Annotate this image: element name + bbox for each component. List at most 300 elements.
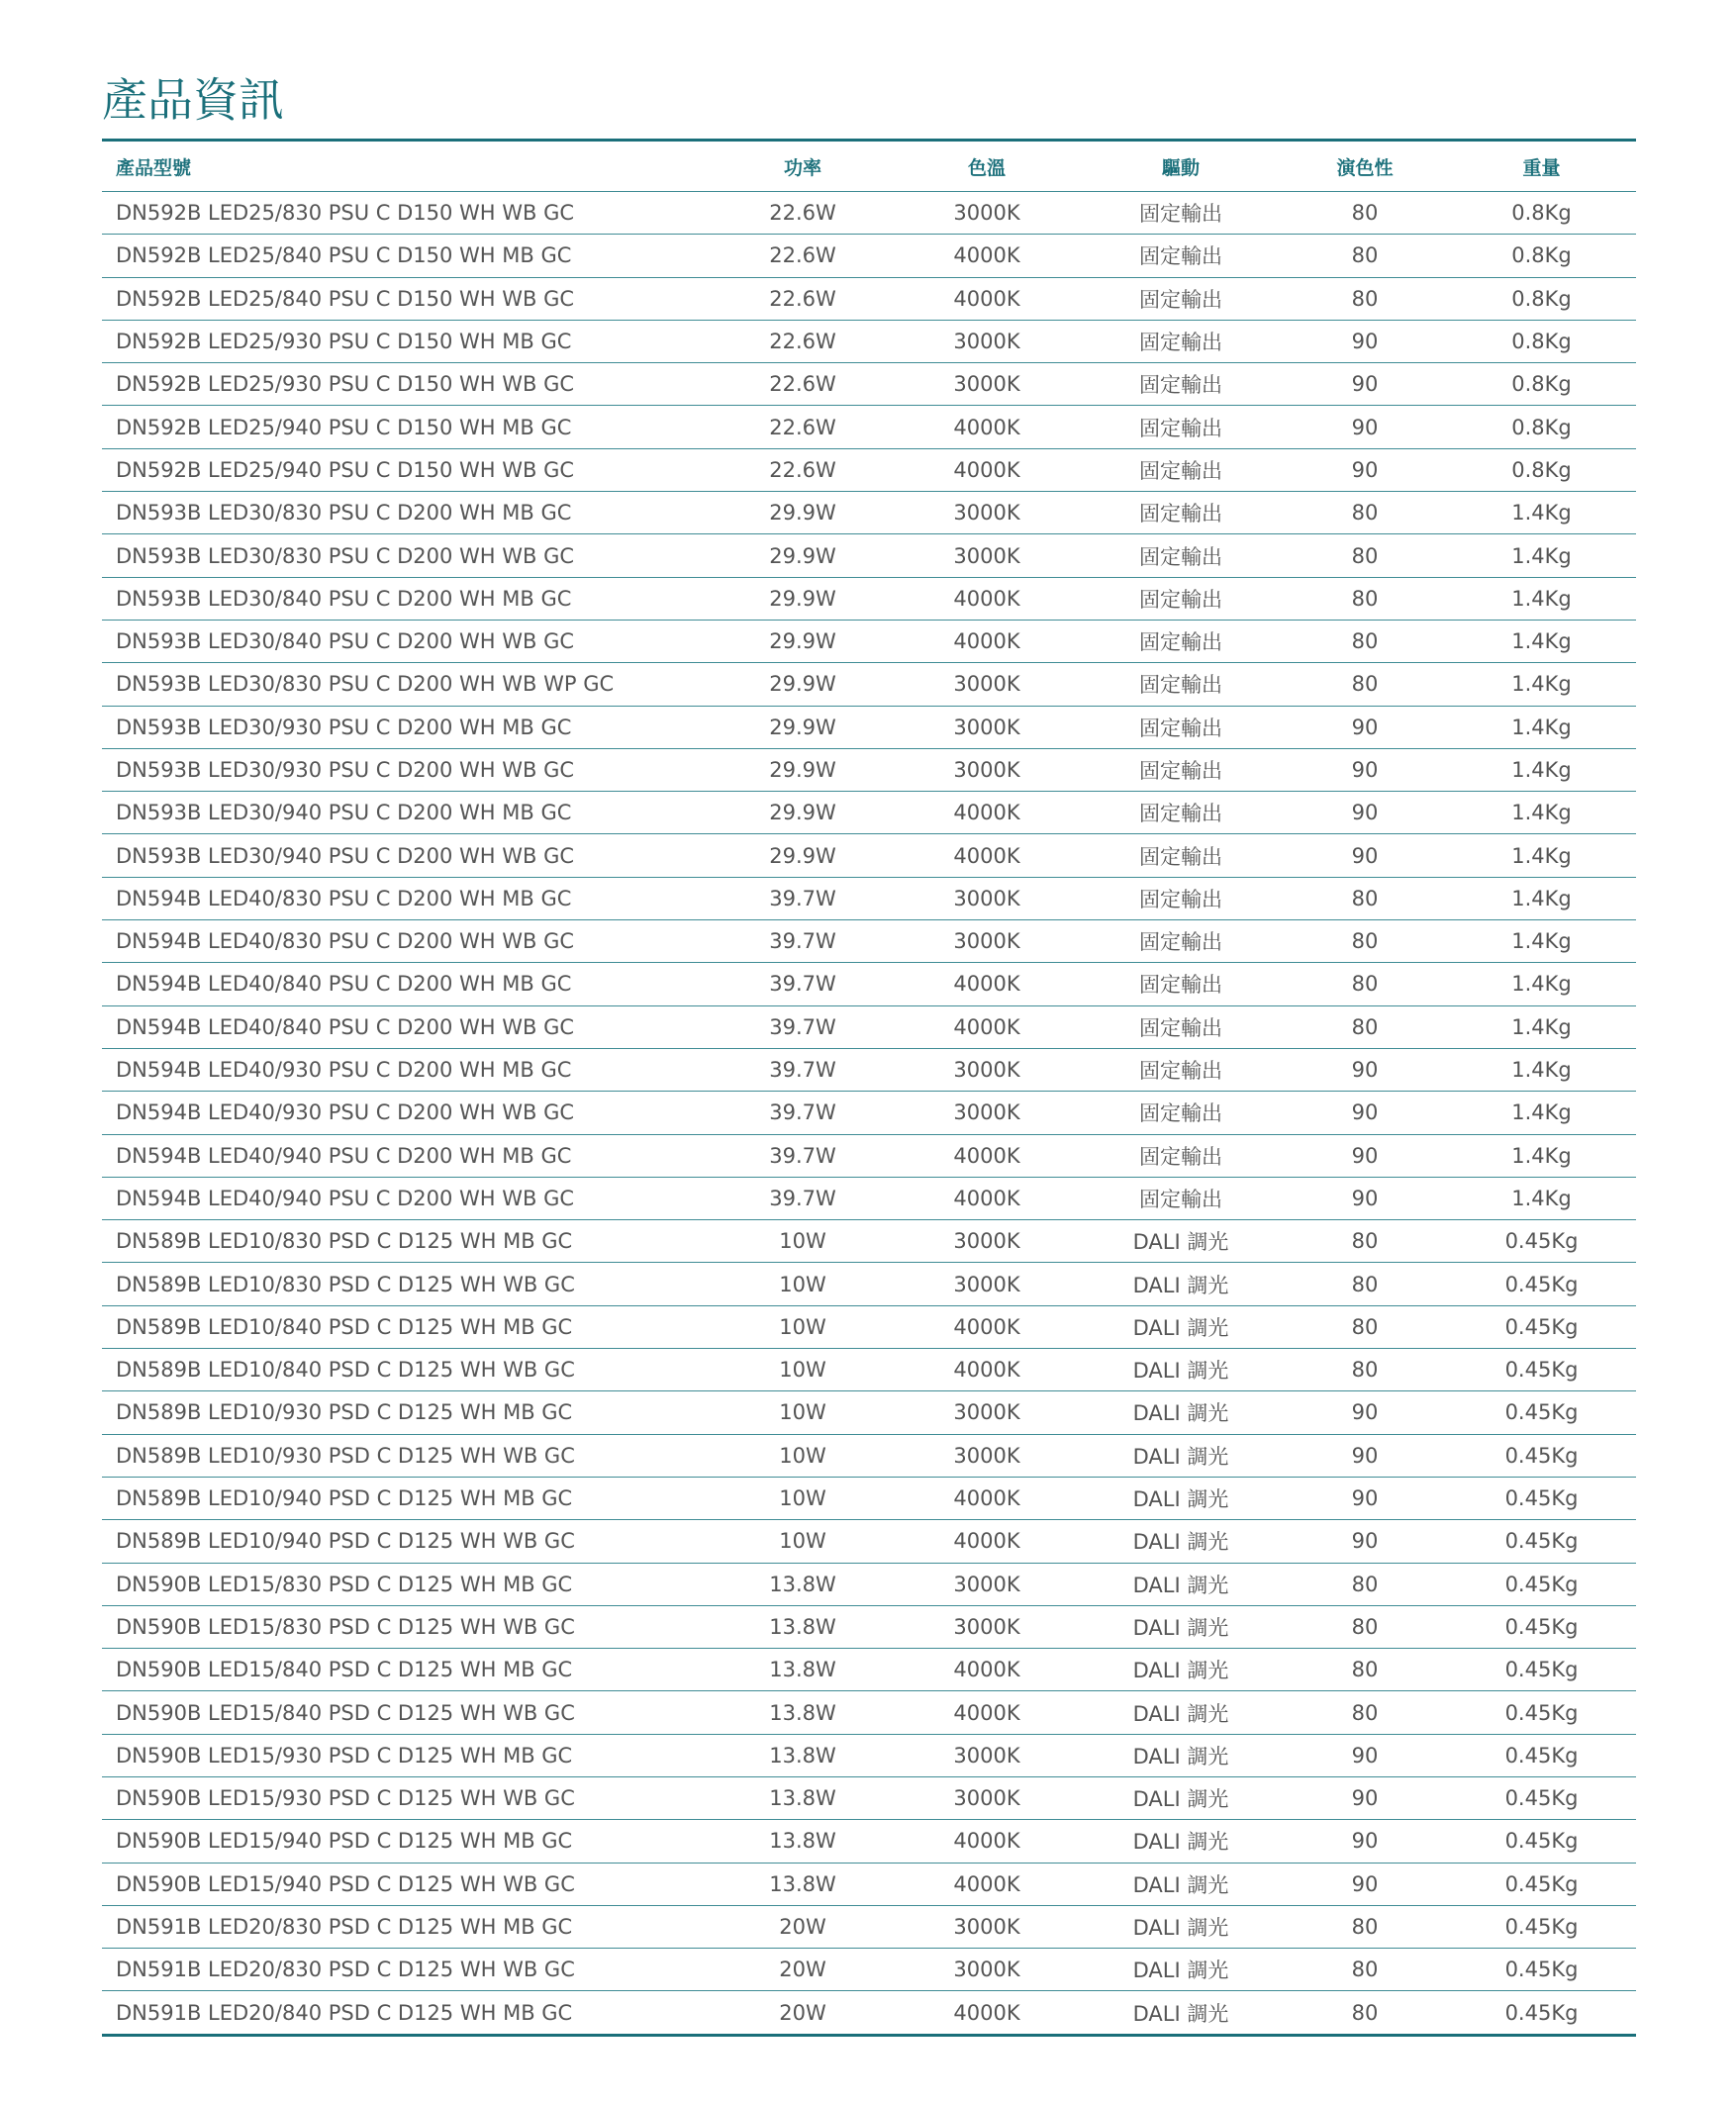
driver-cell: DALI 調光 bbox=[1079, 1563, 1283, 1605]
table-row bbox=[102, 277, 1636, 320]
weight-cell: 0.8Kg bbox=[1447, 235, 1636, 277]
power-cell: 22.6W bbox=[711, 277, 895, 320]
cri-cell: 80 bbox=[1283, 235, 1447, 277]
model-cell: DN589B LED10/840 PSD C D125 WH WB GC bbox=[102, 1349, 711, 1391]
color-temperature-cell: 3000K bbox=[895, 1776, 1079, 1819]
power-cell: 39.7W bbox=[711, 1005, 895, 1048]
weight-cell: 0.45Kg bbox=[1447, 1905, 1636, 1948]
power-cell: 39.7W bbox=[711, 1177, 895, 1219]
table-row bbox=[102, 706, 1636, 748]
weight-cell: 1.4Kg bbox=[1447, 1048, 1636, 1091]
weight-cell: 0.8Kg bbox=[1447, 448, 1636, 491]
driver-cell: 固定輸出 bbox=[1079, 492, 1283, 534]
power-cell: 20W bbox=[711, 1905, 895, 1948]
header-model: 產品型號 bbox=[102, 141, 711, 192]
color-temperature-cell: 3000K bbox=[895, 320, 1079, 362]
table-row bbox=[102, 663, 1636, 706]
driver-cell: 固定輸出 bbox=[1079, 1177, 1283, 1219]
power-cell: 39.7W bbox=[711, 963, 895, 1005]
power-cell: 13.8W bbox=[711, 1691, 895, 1734]
color-temperature-cell: 4000K bbox=[895, 1863, 1079, 1905]
weight-cell: 0.45Kg bbox=[1447, 1691, 1636, 1734]
driver-cell: DALI 調光 bbox=[1079, 1605, 1283, 1648]
driver-cell: 固定輸出 bbox=[1079, 1048, 1283, 1091]
cri-cell: 80 bbox=[1283, 1691, 1447, 1734]
weight-cell: 1.4Kg bbox=[1447, 534, 1636, 577]
driver-cell: 固定輸出 bbox=[1079, 792, 1283, 834]
driver-cell: DALI 調光 bbox=[1079, 1305, 1283, 1348]
cri-cell: 80 bbox=[1283, 1263, 1447, 1305]
table-row bbox=[102, 1005, 1636, 1048]
table-row bbox=[102, 1949, 1636, 1991]
weight-cell: 1.4Kg bbox=[1447, 1177, 1636, 1219]
driver-cell: DALI 調光 bbox=[1079, 1349, 1283, 1391]
weight-cell: 0.45Kg bbox=[1447, 1563, 1636, 1605]
cri-cell: 80 bbox=[1283, 1349, 1447, 1391]
cri-cell: 90 bbox=[1283, 1820, 1447, 1863]
model-cell: DN590B LED15/840 PSD C D125 WH MB GC bbox=[102, 1649, 711, 1691]
cri-cell: 80 bbox=[1283, 277, 1447, 320]
table-row bbox=[102, 1305, 1636, 1348]
power-cell: 22.6W bbox=[711, 363, 895, 406]
color-temperature-cell: 3000K bbox=[895, 663, 1079, 706]
model-cell: DN594B LED40/840 PSU C D200 WH MB GC bbox=[102, 963, 711, 1005]
power-cell: 29.9W bbox=[711, 577, 895, 620]
driver-cell: DALI 調光 bbox=[1079, 1649, 1283, 1691]
header-driver: 驅動 bbox=[1079, 141, 1283, 192]
weight-cell: 0.45Kg bbox=[1447, 1776, 1636, 1819]
weight-cell: 1.4Kg bbox=[1447, 877, 1636, 919]
model-cell: DN593B LED30/830 PSU C D200 WH WB WP GC bbox=[102, 663, 711, 706]
table-row bbox=[102, 1520, 1636, 1563]
color-temperature-cell: 3000K bbox=[895, 192, 1079, 235]
model-cell: DN594B LED40/830 PSU C D200 WH WB GC bbox=[102, 920, 711, 963]
power-cell: 29.9W bbox=[711, 748, 895, 791]
power-cell: 22.6W bbox=[711, 235, 895, 277]
weight-cell: 1.4Kg bbox=[1447, 1092, 1636, 1134]
model-cell: DN592B LED25/840 PSU C D150 WH WB GC bbox=[102, 277, 711, 320]
table-row bbox=[102, 1563, 1636, 1605]
driver-cell: DALI 調光 bbox=[1079, 1520, 1283, 1563]
color-temperature-cell: 3000K bbox=[895, 1048, 1079, 1091]
model-cell: DN589B LED10/930 PSD C D125 WH WB GC bbox=[102, 1434, 711, 1477]
weight-cell: 0.45Kg bbox=[1447, 1220, 1636, 1263]
power-cell: 10W bbox=[711, 1305, 895, 1348]
power-cell: 20W bbox=[711, 1949, 895, 1991]
table-row bbox=[102, 1905, 1636, 1948]
driver-cell: DALI 調光 bbox=[1079, 1820, 1283, 1863]
model-cell: DN592B LED25/840 PSU C D150 WH MB GC bbox=[102, 235, 711, 277]
table-row bbox=[102, 1605, 1636, 1648]
color-temperature-cell: 4000K bbox=[895, 277, 1079, 320]
table-row bbox=[102, 235, 1636, 277]
table-row bbox=[102, 1177, 1636, 1219]
cri-cell: 80 bbox=[1283, 877, 1447, 919]
table-row bbox=[102, 834, 1636, 877]
driver-cell: DALI 調光 bbox=[1079, 1905, 1283, 1948]
table-row bbox=[102, 1991, 1636, 2035]
power-cell: 29.9W bbox=[711, 620, 895, 662]
table-row bbox=[102, 620, 1636, 662]
driver-cell: DALI 調光 bbox=[1079, 1863, 1283, 1905]
power-cell: 10W bbox=[711, 1434, 895, 1477]
power-cell: 13.8W bbox=[711, 1563, 895, 1605]
color-temperature-cell: 3000K bbox=[895, 920, 1079, 963]
cri-cell: 90 bbox=[1283, 1477, 1447, 1519]
cri-cell: 90 bbox=[1283, 320, 1447, 362]
weight-cell: 0.45Kg bbox=[1447, 1520, 1636, 1563]
driver-cell: 固定輸出 bbox=[1079, 663, 1283, 706]
color-temperature-cell: 4000K bbox=[895, 620, 1079, 662]
driver-cell: DALI 調光 bbox=[1079, 1263, 1283, 1305]
table-row bbox=[102, 1776, 1636, 1819]
table-row bbox=[102, 1263, 1636, 1305]
model-cell: DN590B LED15/830 PSD C D125 WH MB GC bbox=[102, 1563, 711, 1605]
cri-cell: 90 bbox=[1283, 1177, 1447, 1219]
weight-cell: 0.45Kg bbox=[1447, 1305, 1636, 1348]
cri-cell: 90 bbox=[1283, 1092, 1447, 1134]
model-cell: DN593B LED30/930 PSU C D200 WH MB GC bbox=[102, 706, 711, 748]
power-cell: 29.9W bbox=[711, 792, 895, 834]
driver-cell: 固定輸出 bbox=[1079, 748, 1283, 791]
power-cell: 13.8W bbox=[711, 1820, 895, 1863]
power-cell: 13.8W bbox=[711, 1649, 895, 1691]
weight-cell: 0.45Kg bbox=[1447, 1949, 1636, 1991]
driver-cell: 固定輸出 bbox=[1079, 1134, 1283, 1177]
weight-cell: 0.45Kg bbox=[1447, 1391, 1636, 1434]
driver-cell: DALI 調光 bbox=[1079, 1734, 1283, 1776]
table-row bbox=[102, 534, 1636, 577]
driver-cell: 固定輸出 bbox=[1079, 834, 1283, 877]
cri-cell: 80 bbox=[1283, 1905, 1447, 1948]
weight-cell: 1.4Kg bbox=[1447, 1134, 1636, 1177]
power-cell: 29.9W bbox=[711, 534, 895, 577]
color-temperature-cell: 4000K bbox=[895, 1134, 1079, 1177]
table-row bbox=[102, 577, 1636, 620]
table-row bbox=[102, 1649, 1636, 1691]
color-temperature-cell: 4000K bbox=[895, 577, 1079, 620]
color-temperature-cell: 4000K bbox=[895, 963, 1079, 1005]
weight-cell: 0.8Kg bbox=[1447, 192, 1636, 235]
model-cell: DN592B LED25/930 PSU C D150 WH MB GC bbox=[102, 320, 711, 362]
cri-cell: 80 bbox=[1283, 1220, 1447, 1263]
model-cell: DN593B LED30/840 PSU C D200 WH MB GC bbox=[102, 577, 711, 620]
weight-cell: 1.4Kg bbox=[1447, 920, 1636, 963]
table-row bbox=[102, 1734, 1636, 1776]
cri-cell: 90 bbox=[1283, 706, 1447, 748]
cri-cell: 80 bbox=[1283, 963, 1447, 1005]
weight-cell: 0.45Kg bbox=[1447, 1605, 1636, 1648]
driver-cell: DALI 調光 bbox=[1132, 2001, 1229, 2026]
model-cell: DN589B LED10/830 PSD C D125 WH MB GC bbox=[102, 1220, 711, 1263]
model-cell: DN592B LED25/940 PSU C D150 WH WB GC bbox=[102, 448, 711, 491]
color-temperature-cell: 4000K bbox=[895, 1477, 1079, 1519]
cri-cell: 80 bbox=[1283, 1305, 1447, 1348]
table-row bbox=[102, 448, 1636, 491]
power-cell: 29.9W bbox=[711, 663, 895, 706]
color-temperature-cell: 4000K bbox=[895, 406, 1079, 448]
cri-cell: 90 bbox=[1283, 1134, 1447, 1177]
color-temperature-cell: 4000K bbox=[895, 235, 1079, 277]
product-spec-table bbox=[102, 139, 1636, 2037]
color-temperature-cell: 4000K bbox=[895, 448, 1079, 491]
model-cell: DN589B LED10/940 PSD C D125 WH MB GC bbox=[102, 1477, 711, 1519]
cri-cell: 80 bbox=[1351, 2000, 1379, 2025]
model-cell: DN590B LED15/930 PSD C D125 WH WB GC bbox=[102, 1776, 711, 1819]
cri-cell: 80 bbox=[1283, 663, 1447, 706]
table-row bbox=[102, 1092, 1636, 1134]
model-cell: DN593B LED30/930 PSU C D200 WH WB GC bbox=[102, 748, 711, 791]
power-cell: 22.6W bbox=[711, 406, 895, 448]
color-temperature-cell: 3000K bbox=[895, 1434, 1079, 1477]
color-temperature-cell: 3000K bbox=[895, 877, 1079, 919]
power-cell: 10W bbox=[711, 1391, 895, 1434]
model-cell: DN594B LED40/830 PSU C D200 WH MB GC bbox=[102, 877, 711, 919]
cri-cell: 90 bbox=[1283, 1434, 1447, 1477]
cri-cell: 90 bbox=[1283, 748, 1447, 791]
driver-cell: 固定輸出 bbox=[1079, 534, 1283, 577]
model-cell: DN594B LED40/930 PSU C D200 WH MB GC bbox=[102, 1048, 711, 1091]
model-cell: DN594B LED40/840 PSU C D200 WH WB GC bbox=[102, 1005, 711, 1048]
header-weight: 重量 bbox=[1447, 141, 1636, 192]
power-cell: 39.7W bbox=[711, 1048, 895, 1091]
driver-cell: 固定輸出 bbox=[1079, 706, 1283, 748]
table-row bbox=[102, 1434, 1636, 1477]
model-cell: DN589B LED10/830 PSD C D125 WH WB GC bbox=[102, 1263, 711, 1305]
power-cell: 13.8W bbox=[711, 1863, 895, 1905]
cri-cell: 90 bbox=[1283, 363, 1447, 406]
weight-cell: 1.4Kg bbox=[1447, 963, 1636, 1005]
model-cell: DN593B LED30/940 PSU C D200 WH MB GC bbox=[102, 792, 711, 834]
driver-cell: DALI 調光 bbox=[1079, 1691, 1283, 1734]
cri-cell: 90 bbox=[1283, 1048, 1447, 1091]
color-temperature-cell: 3000K bbox=[895, 1220, 1079, 1263]
weight-cell: 0.45Kg bbox=[1447, 1349, 1636, 1391]
color-temperature-cell: 4000K bbox=[895, 1177, 1079, 1219]
power-cell: 20W bbox=[779, 2000, 826, 2025]
cri-cell: 80 bbox=[1283, 577, 1447, 620]
header-color-temperature: 色溫 bbox=[895, 141, 1079, 192]
weight-cell: 1.4Kg bbox=[1447, 577, 1636, 620]
color-temperature-cell: 4000K bbox=[953, 2000, 1020, 2025]
weight-cell: 1.4Kg bbox=[1447, 663, 1636, 706]
table-row bbox=[102, 1220, 1636, 1263]
table-row bbox=[102, 1048, 1636, 1091]
color-temperature-cell: 4000K bbox=[895, 792, 1079, 834]
weight-cell: 0.45Kg bbox=[1447, 1434, 1636, 1477]
table-row bbox=[102, 920, 1636, 963]
power-cell: 10W bbox=[711, 1263, 895, 1305]
weight-cell: 0.45Kg bbox=[1447, 1477, 1636, 1519]
header-power: 功率 bbox=[711, 141, 895, 192]
table-row bbox=[102, 792, 1636, 834]
model-cell: DN594B LED40/940 PSU C D200 WH WB GC bbox=[102, 1177, 711, 1219]
table-row bbox=[102, 748, 1636, 791]
weight-cell: 1.4Kg bbox=[1447, 792, 1636, 834]
color-temperature-cell: 3000K bbox=[895, 534, 1079, 577]
power-cell: 39.7W bbox=[711, 1134, 895, 1177]
cri-cell: 80 bbox=[1283, 492, 1447, 534]
cri-cell: 80 bbox=[1283, 1005, 1447, 1048]
color-temperature-cell: 4000K bbox=[895, 1349, 1079, 1391]
cri-cell: 80 bbox=[1283, 1949, 1447, 1991]
driver-cell: 固定輸出 bbox=[1079, 448, 1283, 491]
weight-cell: 1.4Kg bbox=[1447, 834, 1636, 877]
cri-cell: 80 bbox=[1283, 1605, 1447, 1648]
cri-cell: 90 bbox=[1283, 1863, 1447, 1905]
model-cell: DN593B LED30/940 PSU C D200 WH WB GC bbox=[102, 834, 711, 877]
weight-cell: 1.4Kg bbox=[1447, 1005, 1636, 1048]
weight-cell: 0.45Kg bbox=[1447, 1263, 1636, 1305]
color-temperature-cell: 3000K bbox=[895, 1092, 1079, 1134]
model-cell: DN590B LED15/930 PSD C D125 WH MB GC bbox=[102, 1734, 711, 1776]
color-temperature-cell: 4000K bbox=[895, 1691, 1079, 1734]
weight-cell: 1.4Kg bbox=[1447, 748, 1636, 791]
cri-cell: 90 bbox=[1283, 1391, 1447, 1434]
driver-cell: DALI 調光 bbox=[1079, 1220, 1283, 1263]
table-row bbox=[102, 492, 1636, 534]
driver-cell: DALI 調光 bbox=[1079, 1391, 1283, 1434]
model-cell: DN592B LED25/930 PSU C D150 WH WB GC bbox=[102, 363, 711, 406]
cri-cell: 80 bbox=[1283, 1563, 1447, 1605]
driver-cell: 固定輸出 bbox=[1079, 320, 1283, 362]
cri-cell: 90 bbox=[1283, 1734, 1447, 1776]
cri-cell: 90 bbox=[1283, 792, 1447, 834]
weight-cell: 0.8Kg bbox=[1447, 277, 1636, 320]
cri-cell: 80 bbox=[1283, 192, 1447, 235]
driver-cell: 固定輸出 bbox=[1079, 920, 1283, 963]
table-header-row bbox=[102, 141, 1636, 192]
cri-cell: 90 bbox=[1283, 406, 1447, 448]
weight-cell: 0.45Kg bbox=[1447, 1863, 1636, 1905]
color-temperature-cell: 3000K bbox=[895, 1905, 1079, 1948]
weight-cell: 0.45Kg bbox=[1447, 1734, 1636, 1776]
power-cell: 13.8W bbox=[711, 1734, 895, 1776]
table-row bbox=[102, 963, 1636, 1005]
color-temperature-cell: 4000K bbox=[895, 1649, 1079, 1691]
cri-cell: 80 bbox=[1283, 620, 1447, 662]
cri-cell: 90 bbox=[1283, 448, 1447, 491]
table-row bbox=[102, 877, 1636, 919]
table-row bbox=[102, 192, 1636, 235]
cri-cell: 90 bbox=[1283, 834, 1447, 877]
table-row bbox=[102, 1691, 1636, 1734]
cri-cell: 80 bbox=[1283, 534, 1447, 577]
driver-cell: 固定輸出 bbox=[1079, 1092, 1283, 1134]
weight-cell: 1.4Kg bbox=[1447, 706, 1636, 748]
power-cell: 22.6W bbox=[711, 192, 895, 235]
driver-cell: 固定輸出 bbox=[1079, 363, 1283, 406]
power-cell: 10W bbox=[711, 1520, 895, 1563]
color-temperature-cell: 4000K bbox=[895, 1520, 1079, 1563]
power-cell: 29.9W bbox=[711, 834, 895, 877]
model-cell: DN589B LED10/940 PSD C D125 WH WB GC bbox=[102, 1520, 711, 1563]
driver-cell: 固定輸出 bbox=[1079, 277, 1283, 320]
color-temperature-cell: 4000K bbox=[895, 1305, 1079, 1348]
weight-cell: 1.4Kg bbox=[1447, 620, 1636, 662]
model-cell: DN589B LED10/930 PSD C D125 WH MB GC bbox=[102, 1391, 711, 1434]
table-row bbox=[102, 1134, 1636, 1177]
driver-cell: 固定輸出 bbox=[1079, 406, 1283, 448]
model-cell: DN591B LED20/830 PSD C D125 WH WB GC bbox=[102, 1949, 711, 1991]
table-body bbox=[102, 192, 1636, 2036]
color-temperature-cell: 3000K bbox=[895, 1563, 1079, 1605]
table-row bbox=[102, 363, 1636, 406]
color-temperature-cell: 3000K bbox=[895, 363, 1079, 406]
power-cell: 13.8W bbox=[711, 1776, 895, 1819]
color-temperature-cell: 3000K bbox=[895, 1605, 1079, 1648]
driver-cell: DALI 調光 bbox=[1079, 1434, 1283, 1477]
weight-cell: 0.8Kg bbox=[1447, 406, 1636, 448]
header-cri: 演色性 bbox=[1283, 141, 1447, 192]
power-cell: 13.8W bbox=[711, 1605, 895, 1648]
color-temperature-cell: 3000K bbox=[895, 1391, 1079, 1434]
table-row bbox=[102, 1349, 1636, 1391]
power-cell: 39.7W bbox=[711, 1092, 895, 1134]
color-temperature-cell: 4000K bbox=[895, 1820, 1079, 1863]
driver-cell: 固定輸出 bbox=[1079, 235, 1283, 277]
weight-cell: 0.45Kg bbox=[1504, 2000, 1579, 2025]
driver-cell: 固定輸出 bbox=[1079, 1005, 1283, 1048]
color-temperature-cell: 3000K bbox=[895, 706, 1079, 748]
driver-cell: 固定輸出 bbox=[1079, 192, 1283, 235]
table-row bbox=[102, 1391, 1636, 1434]
power-cell: 22.6W bbox=[711, 448, 895, 491]
color-temperature-cell: 4000K bbox=[895, 834, 1079, 877]
model-cell: DN593B LED30/830 PSU C D200 WH WB GC bbox=[102, 534, 711, 577]
model-cell: DN589B LED10/840 PSD C D125 WH MB GC bbox=[102, 1305, 711, 1348]
model-cell: DN594B LED40/940 PSU C D200 WH MB GC bbox=[102, 1134, 711, 1177]
driver-cell: DALI 調光 bbox=[1079, 1477, 1283, 1519]
power-cell: 10W bbox=[711, 1477, 895, 1519]
cri-cell: 80 bbox=[1283, 920, 1447, 963]
cri-cell: 80 bbox=[1283, 1649, 1447, 1691]
table-row bbox=[102, 1477, 1636, 1519]
table-row bbox=[102, 1820, 1636, 1863]
power-cell: 29.9W bbox=[711, 492, 895, 534]
color-temperature-cell: 4000K bbox=[895, 1005, 1079, 1048]
cri-cell: 90 bbox=[1283, 1520, 1447, 1563]
weight-cell: 0.45Kg bbox=[1447, 1649, 1636, 1691]
weight-cell: 1.4Kg bbox=[1447, 492, 1636, 534]
driver-cell: DALI 調光 bbox=[1079, 1949, 1283, 1991]
power-cell: 22.6W bbox=[711, 320, 895, 362]
table-row bbox=[102, 1863, 1636, 1905]
model-cell: DN592B LED25/940 PSU C D150 WH MB GC bbox=[102, 406, 711, 448]
power-cell: 29.9W bbox=[711, 706, 895, 748]
power-cell: 39.7W bbox=[711, 877, 895, 919]
color-temperature-cell: 3000K bbox=[895, 1734, 1079, 1776]
cri-cell: 90 bbox=[1283, 1776, 1447, 1819]
model-cell: DN593B LED30/840 PSU C D200 WH WB GC bbox=[102, 620, 711, 662]
power-cell: 10W bbox=[711, 1220, 895, 1263]
model-cell: DN590B LED15/940 PSD C D125 WH MB GC bbox=[102, 1820, 711, 1863]
driver-cell: 固定輸出 bbox=[1079, 877, 1283, 919]
model-cell: DN593B LED30/830 PSU C D200 WH MB GC bbox=[102, 492, 711, 534]
color-temperature-cell: 3000K bbox=[895, 1263, 1079, 1305]
weight-cell: 0.8Kg bbox=[1447, 363, 1636, 406]
power-cell: 39.7W bbox=[711, 920, 895, 963]
power-cell: 10W bbox=[711, 1349, 895, 1391]
model-cell: DN594B LED40/930 PSU C D200 WH WB GC bbox=[102, 1092, 711, 1134]
color-temperature-cell: 3000K bbox=[895, 1949, 1079, 1991]
model-cell: DN590B LED15/830 PSD C D125 WH WB GC bbox=[102, 1605, 711, 1648]
weight-cell: 0.8Kg bbox=[1447, 320, 1636, 362]
weight-cell: 0.45Kg bbox=[1447, 1820, 1636, 1863]
model-cell: DN591B LED20/840 PSD C D125 WH MB GC bbox=[116, 2000, 573, 2025]
page-title: 產品資訊 bbox=[102, 73, 284, 127]
model-cell: DN590B LED15/940 PSD C D125 WH WB GC bbox=[102, 1863, 711, 1905]
